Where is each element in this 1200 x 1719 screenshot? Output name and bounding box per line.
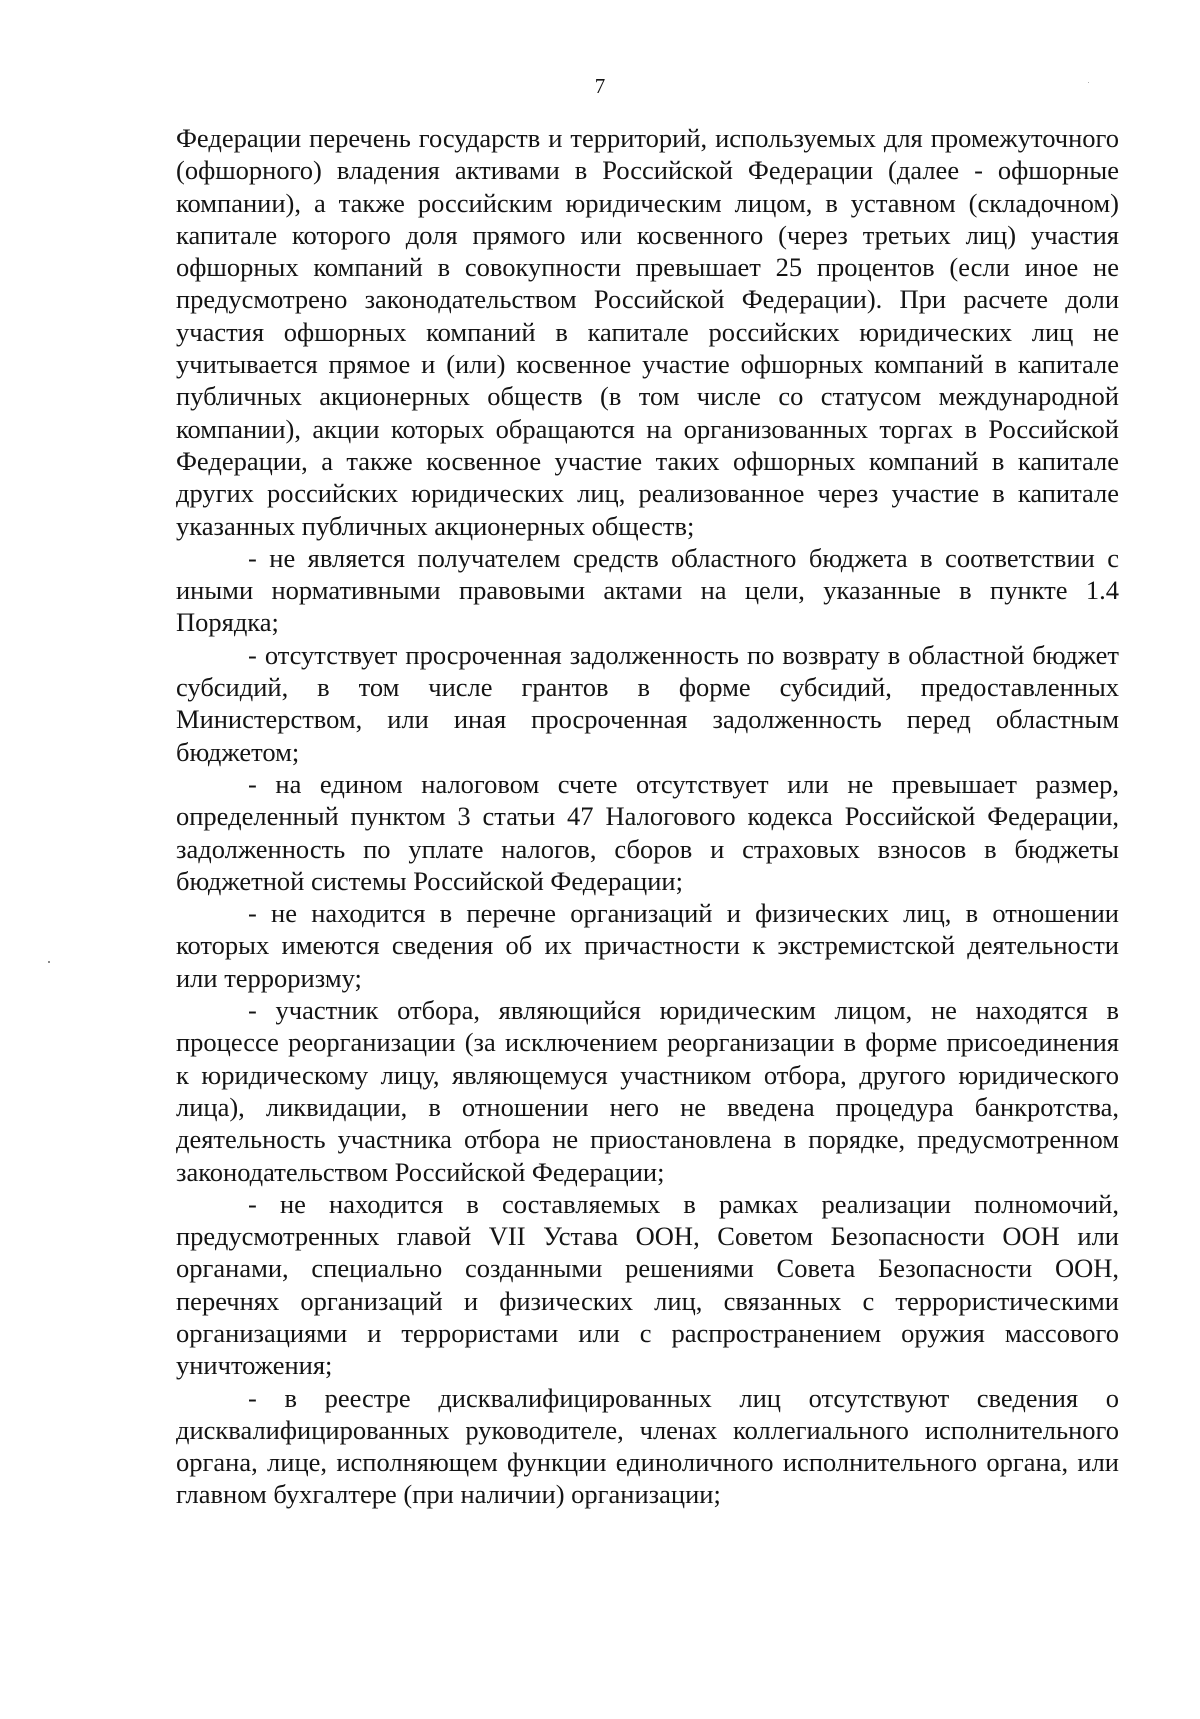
scan-speck <box>48 961 50 963</box>
list-item-budget-recipient: - не является получателем средств областного бюджета в соответствии с иными нормативными правовыми актами на цели, указанные в пункте 1.4 Порядка; <box>176 542 1119 638</box>
list-item-overdue-debt: - отсутствует просроченная задолженность по возврату в областной бюджет субсидий, в том числе грантов в форме субсидий, предоставленных Министерством, или иная просроченная задолженность перед областным бюджетом; <box>176 639 1119 767</box>
paragraph-offshore-continuation: Федерации перечень государств и территорий, используемых для промежуточного (офшорного) владения активами в Российской Федерации (далее - офшорные компании), а также российским юридическим лицом, в уставном (складочном) капитале которого доля прямого или косвенного (через третьих лиц) участия офшорных компаний в совокупности превышает 25 процентов (если иное не предусмотрено законодательством Российской Федерации). При расчете доли участия офшорных компаний в капитале российских юридических лиц не учитывается прямое и (или) косвенное участие офшорных компаний в капитале публичных акционерных обществ (в том числе со статусом международной компании), акции которых обращаются на организованных торгах в Российской Федерации, а также косвенное участие таких офшорных компаний в капитале других российских юридических лиц, реализованное через участие в капитале указанных публичных акционерных обществ; <box>176 123 1119 541</box>
document-body <box>176 122 1119 1511</box>
list-item-tax-account: - на едином налоговом счете отсутствует или не превышает размер, определенный пунктом 3 статьи 47 Налогового кодекса Российской Федерации, задолженность по уплате налогов, сборов и страховых взносов в бюджеты бюджетной системы Российской Федерации; <box>176 768 1119 896</box>
list-item-un-sanctions: - не находится в составляемых в рамках реализации полномочий, предусмотренных главой VII Устава ООН, Советом Безопасности ООН или органами, специально созданными решениями Совета Безопасности ООН, перечнях организаций и физических лиц, связанных с террористическими организациями и террористами или с распространением оружия массового уничтожения; <box>176 1188 1119 1381</box>
list-item-extremism-list: - не находится в перечне организаций и физических лиц, в отношении которых имеются сведения об их причастности к экстремистской деятельности или терроризму; <box>176 898 1119 993</box>
list-item-disqualified-registry: - в реестре дисквалифицированных лиц отсутствуют сведения о дисквалифицированных руководителе, членах коллегиального исполнительного органа, лице, исполняющем функции единоличного исполнительного органа, или главном бухгалтере (при наличии) организации; <box>176 1382 1119 1510</box>
list-item-reorganization: - участник отбора, являющийся юридическим лицом, не находятся в процессе реорганизации (за исключением реорганизации в форме присоединения к юридическому лицу, являющемуся участником отбора, другого юридического лица), ликвидации, в отношении него не введена процедура банкротства, деятельность участника отбора не приостановлена в порядке, предусмотренном законодательством Российской Федерации; <box>176 995 1119 1187</box>
page-number: 7 <box>594 74 606 98</box>
